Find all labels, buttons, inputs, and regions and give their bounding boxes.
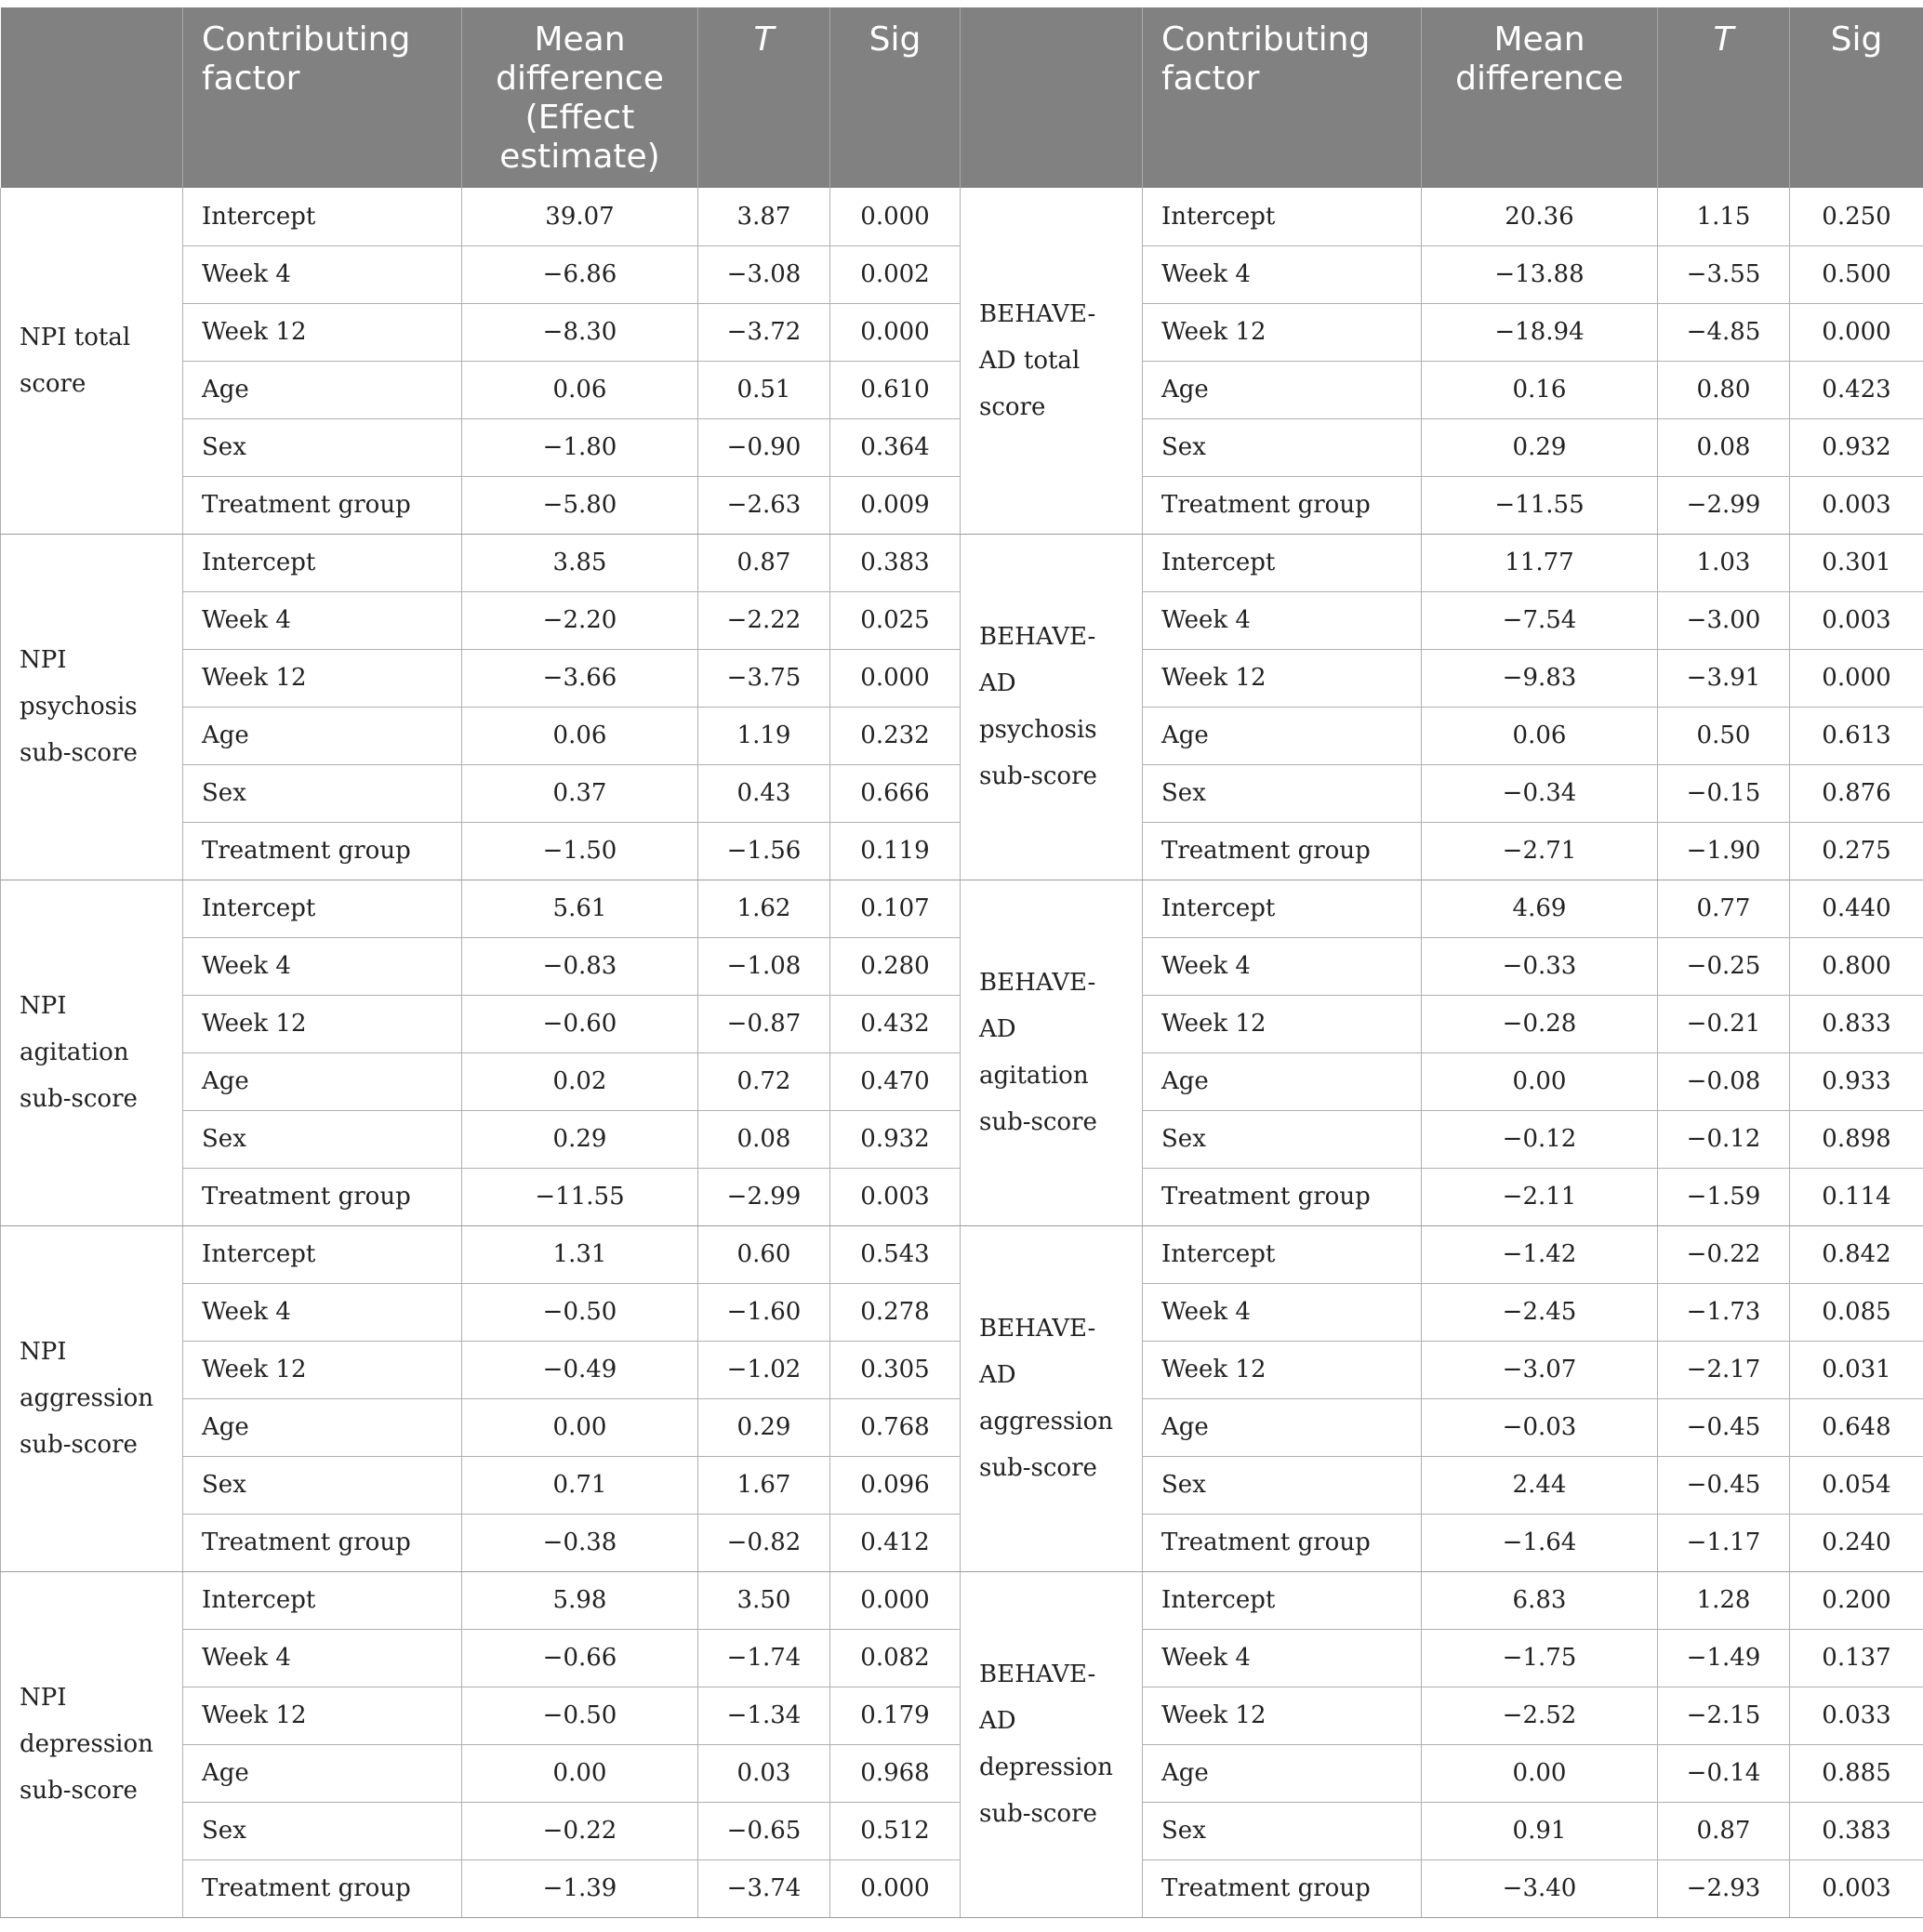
right-factor-cell: Treatment group xyxy=(1143,1859,1422,1917)
left-t-cell: −0.82 xyxy=(698,1514,830,1571)
left-sig-cell: 0.107 xyxy=(830,880,961,937)
left-sig-cell: 0.543 xyxy=(830,1225,961,1283)
left-t-cell: −3.74 xyxy=(698,1859,830,1917)
left-factor-cell: Sex xyxy=(183,1802,462,1859)
left-factor-cell: Intercept xyxy=(183,534,462,591)
right-factor-cell: Intercept xyxy=(1143,1571,1422,1629)
left-mean-difference-cell: 5.61 xyxy=(462,880,698,937)
right-sig-cell: 0.933 xyxy=(1790,1052,1923,1110)
left-t-cell: −3.72 xyxy=(698,303,830,361)
left-mean-difference-cell: −0.38 xyxy=(462,1514,698,1571)
right-mean-difference-cell: −3.40 xyxy=(1422,1859,1658,1917)
right-outcome-label: BEHAVE-AD psychosis sub-score xyxy=(961,534,1143,880)
right-sig-cell: 0.842 xyxy=(1790,1225,1923,1283)
left-t-cell: −2.63 xyxy=(698,476,830,534)
right-mean-difference-cell: −0.28 xyxy=(1422,995,1658,1052)
right-factor-cell: Week 12 xyxy=(1143,1687,1422,1744)
right-mean-difference-cell: 0.06 xyxy=(1422,707,1658,764)
right-factor-cell: Week 4 xyxy=(1143,1629,1422,1687)
right-t-cell: −2.99 xyxy=(1658,476,1790,534)
left-t-cell: 3.50 xyxy=(698,1571,830,1629)
header-mean-difference-left: Mean difference (Effect estimate) xyxy=(462,7,698,188)
right-mean-difference-cell: −0.03 xyxy=(1422,1398,1658,1456)
right-mean-difference-cell: −18.94 xyxy=(1422,303,1658,361)
left-sig-cell: 0.768 xyxy=(830,1398,961,1456)
right-t-cell: −0.45 xyxy=(1658,1456,1790,1514)
right-mean-difference-cell: 0.00 xyxy=(1422,1052,1658,1110)
table-row xyxy=(1,534,1923,591)
right-factor-cell: Week 12 xyxy=(1143,995,1422,1052)
right-factor-cell: Age xyxy=(1143,1744,1422,1802)
right-factor-cell: Intercept xyxy=(1143,1225,1422,1283)
right-factor-cell: Treatment group xyxy=(1143,1168,1422,1225)
header-outcome-left xyxy=(1,7,183,188)
right-t-cell: 0.50 xyxy=(1658,707,1790,764)
right-t-cell: −1.90 xyxy=(1658,822,1790,880)
right-outcome-label: BEHAVE-AD total score xyxy=(961,188,1143,534)
right-sig-cell: 0.003 xyxy=(1790,591,1923,649)
left-t-cell: 0.03 xyxy=(698,1744,830,1802)
left-factor-cell: Age xyxy=(183,1744,462,1802)
right-factor-cell: Week 4 xyxy=(1143,1283,1422,1341)
left-mean-difference-cell: −6.86 xyxy=(462,245,698,303)
right-sig-cell: 0.885 xyxy=(1790,1744,1923,1802)
left-t-cell: 3.87 xyxy=(698,188,830,245)
right-t-cell: −1.59 xyxy=(1658,1168,1790,1225)
right-t-cell: −3.00 xyxy=(1658,591,1790,649)
left-t-cell: −3.75 xyxy=(698,649,830,707)
left-t-cell: 0.60 xyxy=(698,1225,830,1283)
right-sig-cell: 0.800 xyxy=(1790,937,1923,995)
left-outcome-label: NPI psychosis sub-score xyxy=(1,534,183,880)
right-factor-cell: Treatment group xyxy=(1143,476,1422,534)
left-t-cell: −0.87 xyxy=(698,995,830,1052)
left-factor-cell: Intercept xyxy=(183,880,462,937)
left-factor-cell: Age xyxy=(183,1052,462,1110)
left-sig-cell: 0.009 xyxy=(830,476,961,534)
right-t-cell: 1.03 xyxy=(1658,534,1790,591)
left-t-cell: 1.67 xyxy=(698,1456,830,1514)
right-t-cell: 1.15 xyxy=(1658,188,1790,245)
right-t-cell: −0.12 xyxy=(1658,1110,1790,1168)
table-row xyxy=(1,188,1923,245)
right-sig-cell: 0.301 xyxy=(1790,534,1923,591)
right-sig-cell: 0.613 xyxy=(1790,707,1923,764)
left-factor-cell: Intercept xyxy=(183,1571,462,1629)
header-t-right: T xyxy=(1658,7,1790,188)
left-t-cell: 0.87 xyxy=(698,534,830,591)
left-mean-difference-cell: 0.37 xyxy=(462,764,698,822)
left-t-cell: 0.43 xyxy=(698,764,830,822)
left-sig-cell: 0.000 xyxy=(830,1571,961,1629)
right-factor-cell: Week 4 xyxy=(1143,591,1422,649)
left-mean-difference-cell: 0.29 xyxy=(462,1110,698,1168)
right-factor-cell: Age xyxy=(1143,1052,1422,1110)
right-t-cell: −2.15 xyxy=(1658,1687,1790,1744)
left-sig-cell: 0.002 xyxy=(830,245,961,303)
right-factor-cell: Week 12 xyxy=(1143,649,1422,707)
left-mean-difference-cell: 0.00 xyxy=(462,1398,698,1456)
right-factor-cell: Week 12 xyxy=(1143,1341,1422,1398)
right-t-cell: 0.80 xyxy=(1658,361,1790,418)
left-t-cell: −2.22 xyxy=(698,591,830,649)
right-sig-cell: 0.033 xyxy=(1790,1687,1923,1744)
right-t-cell: −2.17 xyxy=(1658,1341,1790,1398)
left-sig-cell: 0.000 xyxy=(830,649,961,707)
left-t-cell: −0.65 xyxy=(698,1802,830,1859)
right-t-cell: −1.73 xyxy=(1658,1283,1790,1341)
left-outcome-label: NPI aggression sub-score xyxy=(1,1225,183,1571)
right-sig-cell: 0.114 xyxy=(1790,1168,1923,1225)
left-factor-cell: Treatment group xyxy=(183,1168,462,1225)
right-factor-cell: Sex xyxy=(1143,1110,1422,1168)
right-mean-difference-cell: −2.45 xyxy=(1422,1283,1658,1341)
table-row xyxy=(1,880,1923,937)
right-sig-cell: 0.423 xyxy=(1790,361,1923,418)
left-mean-difference-cell: −0.66 xyxy=(462,1629,698,1687)
left-factor-cell: Week 4 xyxy=(183,591,462,649)
right-sig-cell: 0.250 xyxy=(1790,188,1923,245)
right-t-cell: −0.08 xyxy=(1658,1052,1790,1110)
right-factor-cell: Sex xyxy=(1143,1802,1422,1859)
left-factor-cell: Week 12 xyxy=(183,995,462,1052)
left-mean-difference-cell: −0.83 xyxy=(462,937,698,995)
left-mean-difference-cell: −0.22 xyxy=(462,1802,698,1859)
right-mean-difference-cell: 2.44 xyxy=(1422,1456,1658,1514)
right-sig-cell: 0.833 xyxy=(1790,995,1923,1052)
right-t-cell: −2.93 xyxy=(1658,1859,1790,1917)
left-sig-cell: 0.968 xyxy=(830,1744,961,1802)
results-table xyxy=(0,7,1923,1918)
right-factor-cell: Sex xyxy=(1143,764,1422,822)
right-sig-cell: 0.003 xyxy=(1790,1859,1923,1917)
left-factor-cell: Treatment group xyxy=(183,476,462,534)
right-mean-difference-cell: −2.11 xyxy=(1422,1168,1658,1225)
right-factor-cell: Intercept xyxy=(1143,534,1422,591)
left-mean-difference-cell: 0.06 xyxy=(462,361,698,418)
right-mean-difference-cell: −0.34 xyxy=(1422,764,1658,822)
left-mean-difference-cell: −1.39 xyxy=(462,1859,698,1917)
left-sig-cell: 0.305 xyxy=(830,1341,961,1398)
left-mean-difference-cell: −5.80 xyxy=(462,476,698,534)
right-mean-difference-cell: −7.54 xyxy=(1422,591,1658,649)
right-mean-difference-cell: 0.91 xyxy=(1422,1802,1658,1859)
right-t-cell: 0.08 xyxy=(1658,418,1790,476)
right-sig-cell: 0.440 xyxy=(1790,880,1923,937)
right-mean-difference-cell: 4.69 xyxy=(1422,880,1658,937)
left-t-cell: −3.08 xyxy=(698,245,830,303)
right-mean-difference-cell: −0.12 xyxy=(1422,1110,1658,1168)
right-mean-difference-cell: −1.75 xyxy=(1422,1629,1658,1687)
right-sig-cell: 0.054 xyxy=(1790,1456,1923,1514)
left-factor-cell: Sex xyxy=(183,418,462,476)
left-t-cell: 1.62 xyxy=(698,880,830,937)
left-t-cell: −0.90 xyxy=(698,418,830,476)
left-mean-difference-cell: −0.49 xyxy=(462,1341,698,1398)
left-sig-cell: 0.383 xyxy=(830,534,961,591)
right-mean-difference-cell: −2.52 xyxy=(1422,1687,1658,1744)
right-outcome-label: BEHAVE-AD depression sub-score xyxy=(961,1571,1143,1917)
left-factor-cell: Sex xyxy=(183,764,462,822)
right-t-cell: −1.49 xyxy=(1658,1629,1790,1687)
left-mean-difference-cell: −8.30 xyxy=(462,303,698,361)
left-factor-cell: Intercept xyxy=(183,1225,462,1283)
right-mean-difference-cell: 0.00 xyxy=(1422,1744,1658,1802)
left-sig-cell: 0.932 xyxy=(830,1110,961,1168)
right-sig-cell: 0.003 xyxy=(1790,476,1923,534)
header-sig-right: Sig xyxy=(1790,7,1923,188)
right-sig-cell: 0.648 xyxy=(1790,1398,1923,1456)
right-outcome-label: BEHAVE-AD agitation sub-score xyxy=(961,880,1143,1225)
right-mean-difference-cell: −2.71 xyxy=(1422,822,1658,880)
left-sig-cell: 0.003 xyxy=(830,1168,961,1225)
right-mean-difference-cell: −3.07 xyxy=(1422,1341,1658,1398)
left-sig-cell: 0.610 xyxy=(830,361,961,418)
left-mean-difference-cell: 5.98 xyxy=(462,1571,698,1629)
left-mean-difference-cell: −0.50 xyxy=(462,1283,698,1341)
left-mean-difference-cell: 39.07 xyxy=(462,188,698,245)
left-sig-cell: 0.025 xyxy=(830,591,961,649)
left-t-cell: −1.08 xyxy=(698,937,830,995)
left-sig-cell: 0.000 xyxy=(830,303,961,361)
table-body xyxy=(1,188,1923,1917)
left-sig-cell: 0.000 xyxy=(830,188,961,245)
left-factor-cell: Week 4 xyxy=(183,1629,462,1687)
left-factor-cell: Treatment group xyxy=(183,822,462,880)
left-factor-cell: Age xyxy=(183,361,462,418)
left-factor-cell: Week 4 xyxy=(183,937,462,995)
right-sig-cell: 0.031 xyxy=(1790,1341,1923,1398)
right-sig-cell: 0.500 xyxy=(1790,245,1923,303)
right-sig-cell: 0.000 xyxy=(1790,303,1923,361)
header-sig-left: Sig xyxy=(830,7,961,188)
right-factor-cell: Age xyxy=(1143,361,1422,418)
left-mean-difference-cell: −2.20 xyxy=(462,591,698,649)
left-t-cell: 1.19 xyxy=(698,707,830,764)
left-t-cell: 0.72 xyxy=(698,1052,830,1110)
header-contributing-factor-left: Contributing factor xyxy=(183,7,462,188)
left-sig-cell: 0.470 xyxy=(830,1052,961,1110)
right-mean-difference-cell: −11.55 xyxy=(1422,476,1658,534)
right-sig-cell: 0.383 xyxy=(1790,1802,1923,1859)
left-outcome-label: NPI depression sub-score xyxy=(1,1571,183,1917)
right-mean-difference-cell: −13.88 xyxy=(1422,245,1658,303)
left-mean-difference-cell: −0.50 xyxy=(462,1687,698,1744)
left-factor-cell: Age xyxy=(183,707,462,764)
right-mean-difference-cell: 0.16 xyxy=(1422,361,1658,418)
table-row xyxy=(1,1571,1923,1629)
right-factor-cell: Age xyxy=(1143,707,1422,764)
left-sig-cell: 0.278 xyxy=(830,1283,961,1341)
right-factor-cell: Week 4 xyxy=(1143,245,1422,303)
left-mean-difference-cell: 1.31 xyxy=(462,1225,698,1283)
right-sig-cell: 0.000 xyxy=(1790,649,1923,707)
left-mean-difference-cell: −11.55 xyxy=(462,1168,698,1225)
left-sig-cell: 0.280 xyxy=(830,937,961,995)
left-outcome-label: NPI total score xyxy=(1,188,183,534)
left-mean-difference-cell: 3.85 xyxy=(462,534,698,591)
right-outcome-label: BEHAVE-AD aggression sub-score xyxy=(961,1225,1143,1571)
header-row xyxy=(1,7,1923,188)
right-mean-difference-cell: −1.64 xyxy=(1422,1514,1658,1571)
left-t-cell: −1.60 xyxy=(698,1283,830,1341)
right-factor-cell: Sex xyxy=(1143,1456,1422,1514)
right-t-cell: −3.91 xyxy=(1658,649,1790,707)
left-t-cell: −1.74 xyxy=(698,1629,830,1687)
right-mean-difference-cell: 0.29 xyxy=(1422,418,1658,476)
left-outcome-label: NPI agitation sub-score xyxy=(1,880,183,1225)
right-t-cell: −0.45 xyxy=(1658,1398,1790,1456)
left-mean-difference-cell: −1.50 xyxy=(462,822,698,880)
right-sig-cell: 0.898 xyxy=(1790,1110,1923,1168)
left-factor-cell: Treatment group xyxy=(183,1514,462,1571)
left-sig-cell: 0.082 xyxy=(830,1629,961,1687)
left-factor-cell: Week 4 xyxy=(183,245,462,303)
right-t-cell: 0.77 xyxy=(1658,880,1790,937)
right-sig-cell: 0.085 xyxy=(1790,1283,1923,1341)
right-factor-cell: Intercept xyxy=(1143,880,1422,937)
left-t-cell: −1.02 xyxy=(698,1341,830,1398)
right-sig-cell: 0.200 xyxy=(1790,1571,1923,1629)
right-factor-cell: Treatment group xyxy=(1143,822,1422,880)
left-mean-difference-cell: 0.06 xyxy=(462,707,698,764)
right-factor-cell: Week 4 xyxy=(1143,937,1422,995)
left-factor-cell: Week 12 xyxy=(183,1687,462,1744)
right-t-cell: −0.22 xyxy=(1658,1225,1790,1283)
right-mean-difference-cell: 6.83 xyxy=(1422,1571,1658,1629)
left-mean-difference-cell: 0.71 xyxy=(462,1456,698,1514)
right-t-cell: −1.17 xyxy=(1658,1514,1790,1571)
right-sig-cell: 0.137 xyxy=(1790,1629,1923,1687)
right-sig-cell: 0.932 xyxy=(1790,418,1923,476)
left-factor-cell: Sex xyxy=(183,1456,462,1514)
left-factor-cell: Week 4 xyxy=(183,1283,462,1341)
right-t-cell: 0.87 xyxy=(1658,1802,1790,1859)
right-factor-cell: Age xyxy=(1143,1398,1422,1456)
left-sig-cell: 0.432 xyxy=(830,995,961,1052)
right-mean-difference-cell: 20.36 xyxy=(1422,188,1658,245)
right-t-cell: −0.14 xyxy=(1658,1744,1790,1802)
left-factor-cell: Week 12 xyxy=(183,303,462,361)
left-mean-difference-cell: 0.02 xyxy=(462,1052,698,1110)
header-mean-difference-right: Mean difference xyxy=(1422,7,1658,188)
left-mean-difference-cell: −1.80 xyxy=(462,418,698,476)
left-factor-cell: Intercept xyxy=(183,188,462,245)
right-sig-cell: 0.240 xyxy=(1790,1514,1923,1571)
left-sig-cell: 0.179 xyxy=(830,1687,961,1744)
left-factor-cell: Week 12 xyxy=(183,649,462,707)
left-sig-cell: 0.666 xyxy=(830,764,961,822)
left-t-cell: −1.34 xyxy=(698,1687,830,1744)
left-t-cell: −1.56 xyxy=(698,822,830,880)
right-factor-cell: Week 12 xyxy=(1143,303,1422,361)
right-sig-cell: 0.275 xyxy=(1790,822,1923,880)
right-t-cell: −0.21 xyxy=(1658,995,1790,1052)
right-t-cell: −3.55 xyxy=(1658,245,1790,303)
left-factor-cell: Week 12 xyxy=(183,1341,462,1398)
left-t-cell: 0.51 xyxy=(698,361,830,418)
right-factor-cell: Intercept xyxy=(1143,188,1422,245)
left-sig-cell: 0.232 xyxy=(830,707,961,764)
right-mean-difference-cell: −0.33 xyxy=(1422,937,1658,995)
right-t-cell: −4.85 xyxy=(1658,303,1790,361)
right-mean-difference-cell: 11.77 xyxy=(1422,534,1658,591)
left-sig-cell: 0.000 xyxy=(830,1859,961,1917)
right-sig-cell: 0.876 xyxy=(1790,764,1923,822)
left-sig-cell: 0.412 xyxy=(830,1514,961,1571)
left-t-cell: −2.99 xyxy=(698,1168,830,1225)
left-sig-cell: 0.119 xyxy=(830,822,961,880)
header-t-left: T xyxy=(698,7,830,188)
left-mean-difference-cell: −3.66 xyxy=(462,649,698,707)
right-mean-difference-cell: −1.42 xyxy=(1422,1225,1658,1283)
right-factor-cell: Treatment group xyxy=(1143,1514,1422,1571)
left-sig-cell: 0.096 xyxy=(830,1456,961,1514)
left-t-cell: 0.08 xyxy=(698,1110,830,1168)
left-mean-difference-cell: −0.60 xyxy=(462,995,698,1052)
right-t-cell: 1.28 xyxy=(1658,1571,1790,1629)
left-factor-cell: Age xyxy=(183,1398,462,1456)
right-t-cell: −0.25 xyxy=(1658,937,1790,995)
header-contributing-factor-right: Contributing factor xyxy=(1143,7,1422,188)
right-t-cell: −0.15 xyxy=(1658,764,1790,822)
left-t-cell: 0.29 xyxy=(698,1398,830,1456)
right-factor-cell: Sex xyxy=(1143,418,1422,476)
left-sig-cell: 0.512 xyxy=(830,1802,961,1859)
right-mean-difference-cell: −9.83 xyxy=(1422,649,1658,707)
table-row xyxy=(1,1225,1923,1283)
header-outcome-right xyxy=(961,7,1143,188)
left-sig-cell: 0.364 xyxy=(830,418,961,476)
left-mean-difference-cell: 0.00 xyxy=(462,1744,698,1802)
left-factor-cell: Sex xyxy=(183,1110,462,1168)
left-factor-cell: Treatment group xyxy=(183,1859,462,1917)
